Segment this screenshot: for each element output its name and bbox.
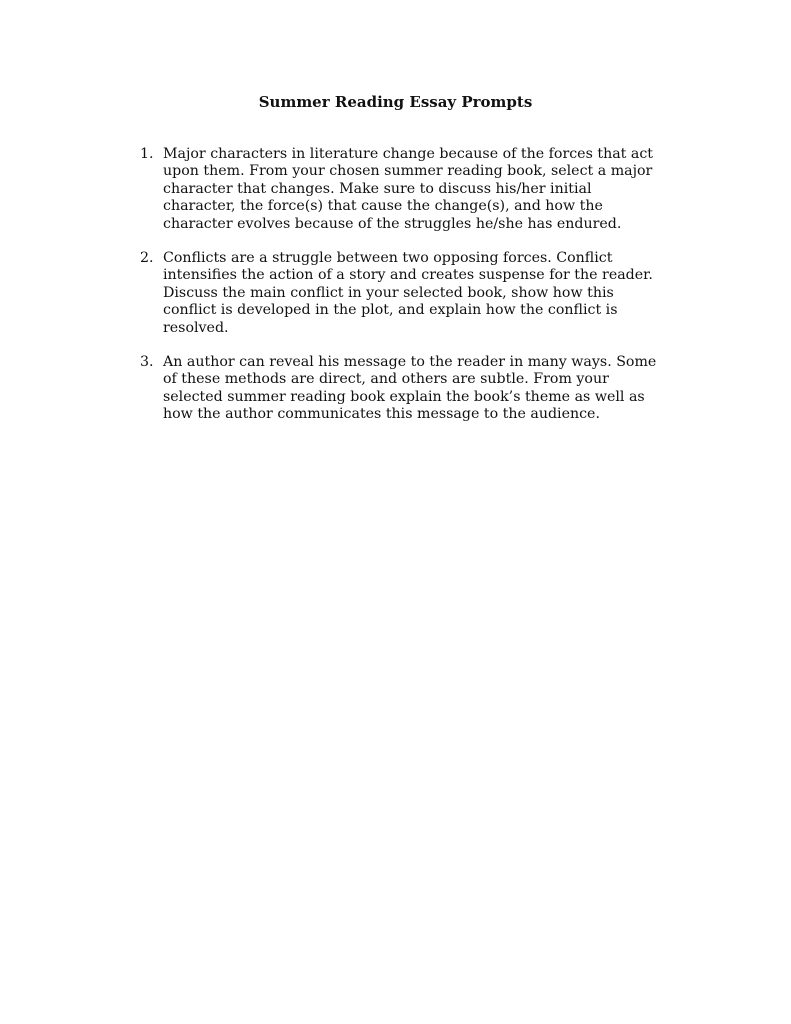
prompt-number: 3.: [140, 354, 154, 371]
essay-prompt-item: [140, 250, 660, 337]
essay-prompt-item: [140, 146, 660, 233]
prompt-number: 1.: [140, 146, 154, 162]
prompt-text: Major characters in literature change because of the forces that act upon them. From your chosen summer reading book, select a major character that changes. Make sure to discuss his/her initial character, the force(s) that cause the change(s), and how the character evolves because of the struggles he/she has endured.: [163, 146, 653, 232]
essay-prompt-item: [140, 354, 660, 424]
prompt-number: 2.: [140, 250, 154, 267]
essay-prompt-list: [140, 146, 660, 441]
prompt-text: An author can reveal his message to the reader in many ways. Some of these methods are direct, and others are subtle. From your selected summer reading book explain the book’s theme as well as how the author communicates this message to the audience.: [163, 354, 657, 423]
document-title: Summer Reading Essay Prompts: [258, 93, 533, 111]
prompt-text: Conflicts are a struggle between two opposing forces. Conflict intensifies the action of a story and creates suspense for the reader. Discuss the main conflict in your selected book, show how this conflict is developed in the plot, and explain how the conflict is resolved.: [163, 250, 653, 336]
